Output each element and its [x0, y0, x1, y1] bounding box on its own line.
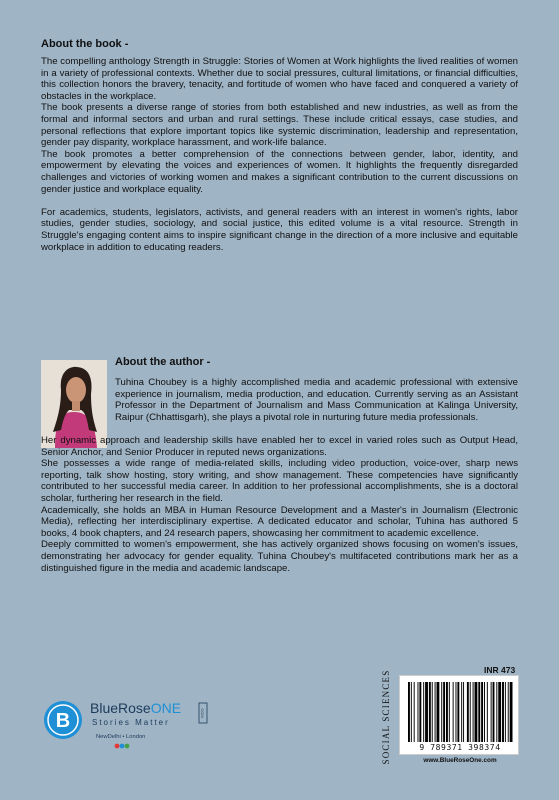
author-intro: Tuhina Choubey is a highly accomplished media and academic professional with extensive experience in journalism, media production, and education. Currently serving as an Assistant Professor in the Department of Journalism and Mass Communication at Kalinga University, Raipur (Chhattisgarh), she plays a pivotal role in nurturing future media professionals.	[115, 377, 518, 423]
barcode-bar	[414, 682, 415, 742]
spine-label: SOCIAL SCIENCES	[381, 669, 391, 765]
barcode-bar	[508, 682, 509, 742]
barcode-bar	[446, 682, 448, 742]
book-paragraph: The book promotes a better comprehension of the connections between gender, labor, identity, and empowerment by elevating the voices and experiences of women. It highlights the frequently disregarded challenges and victories of working women and makes a significant contribution to the current discussions on gender justice and workplace equality.	[41, 148, 518, 195]
barcode-bar	[443, 682, 445, 742]
about-author-heading: About the author -	[115, 356, 211, 368]
svg-text:BlueRoseONE	[90, 700, 181, 716]
barcode-bar	[505, 682, 506, 742]
barcode-bar	[478, 682, 480, 742]
author-text	[41, 435, 518, 574]
barcode-bar	[481, 682, 483, 742]
barcode-bar	[498, 682, 501, 742]
barcode-bar	[470, 682, 471, 742]
publisher-logo	[44, 697, 274, 759]
barcode-bar	[510, 682, 513, 742]
barcode-bar	[453, 682, 454, 742]
book-paragraph: The book presents a diverse range of stories from both established and new industries, as well as from the formal and informal sectors and urban and rural settings. These include critical essays, case studies, and personal reflections that explore important topics like systemic discrimination, leadership and representation, gender pay disparity, workplace harassment, and work-life balance.	[41, 102, 518, 149]
barcode-bar	[461, 682, 462, 742]
publisher-cities: NewDelhi • London	[96, 734, 146, 740]
barcode-bar	[502, 682, 504, 742]
barcode-bar	[411, 682, 412, 742]
barcode-bar	[463, 682, 464, 742]
barcode-bar	[408, 682, 410, 742]
barcode-bar	[432, 682, 433, 742]
barcode-bar	[475, 682, 478, 742]
publisher-name-one: ONE	[150, 700, 182, 716]
book-paragraph: For academics, students, legislators, activists, and general readers with an interest in women's rights, labor studies, gender studies, sociology, and social justice, this edited volume is a vital resource. Strength in Struggle's engaging content aims to inspire significant change in the direction of a more inclusive and equitable workplace in addition to educating readers.	[41, 206, 518, 253]
barcode-bar	[487, 682, 488, 742]
publisher-name: BlueRose	[90, 700, 151, 716]
publisher-badge: COM	[200, 708, 205, 718]
barcode-bar	[441, 682, 442, 742]
barcode-bar	[435, 682, 436, 742]
price-label: INR 473	[484, 665, 516, 675]
author-paragraph: Academically, she holds an MBA in Human Resource Development and a Master's in Journalism (Electronic Media), reflecting her interdisciplinary expertise. A dedicated educator and scholar, Tuhina has authored 5 books, 4 book chapters, and 24 research papers, showcasing her commitment to academic excellence.	[41, 504, 518, 539]
barcode-bar	[491, 682, 492, 742]
barcode-bar	[493, 682, 495, 742]
barcode-bar	[473, 682, 474, 742]
barcode-bar	[423, 682, 424, 742]
barcode-bar	[457, 682, 459, 742]
barcode-bar	[425, 682, 428, 742]
author-paragraph: She possesses a wide range of media-related skills, including video production, voice-over, sharp news reporting, talk show hosting, story writing, and show management. These competencies have significantly contributed to her successful media career. In addition to her professional accomplishments, she is a doctoral scholar, furthering her research in the field.	[41, 458, 518, 504]
barcode-bar	[456, 682, 457, 742]
author-paragraph: Deeply committed to women's empowerment, she has actively organized shows focusing on women's issues, demonstrating her advocacy for gender equality. Tuhina Choubey's multifaceted contributions mark her as a distinguished figure in the media and academic landscape.	[41, 539, 518, 574]
barcode-bar	[484, 682, 485, 742]
barcode-bar	[437, 682, 440, 742]
barcode-bar	[467, 682, 469, 742]
logo-letter: B	[55, 710, 71, 732]
barcode-bar	[429, 682, 431, 742]
publisher-website: www.BlueRoseOne.com	[423, 757, 497, 764]
barcode-bar	[419, 682, 421, 742]
isbn-digits: 9 789371 398374	[419, 743, 501, 752]
barcode-bar	[496, 682, 497, 742]
barcode-bar	[449, 682, 450, 742]
publisher-tagline: Stories Matter	[92, 718, 170, 727]
author-paragraph: Her dynamic approach and leadership skills have enabled her to excel in varied roles such as Output Head, Senior Anchor, and Senior Producer in reputed news organizations.	[41, 435, 518, 458]
about-book-text	[41, 56, 518, 253]
book-paragraph: The compelling anthology Strength in Struggle: Stories of Women at Work highlights the lived realities of women in a variety of professional contexts. Whether due to social pressures, cultural limitations, or financial difficulties, this collection honors the bravery, tenacity, and fortitude of women who have faced and conquered a variety of obstacles in the workplace.	[41, 56, 518, 102]
about-book-heading: About the book -	[41, 38, 129, 50]
barcode-bar	[418, 682, 419, 742]
